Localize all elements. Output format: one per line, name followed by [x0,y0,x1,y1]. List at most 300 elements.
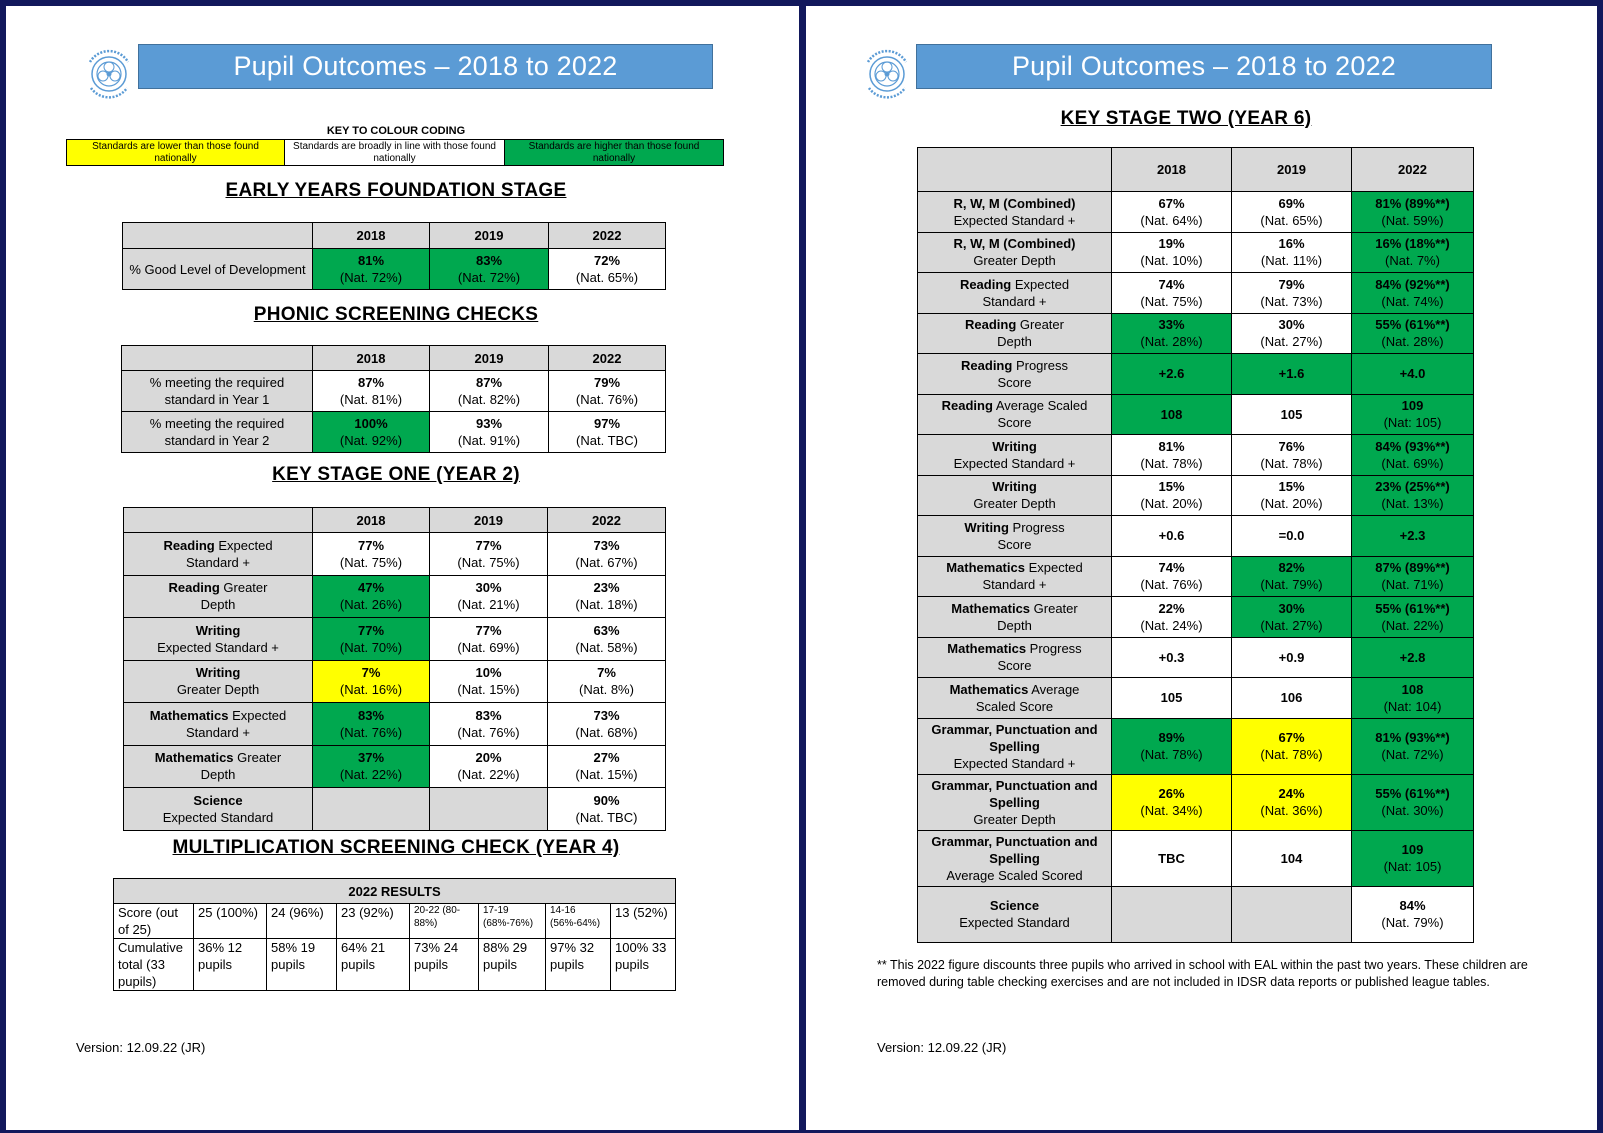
value-text: 76% [1278,438,1305,454]
value-cell [430,703,548,746]
national-text: (Nat. 13%) [1381,496,1444,512]
row-label-line [920,897,1109,914]
national-text: (Nat. 22%) [339,767,403,783]
value-cell [430,660,548,703]
row-label-bold: R, W, M (Combined) [953,195,1076,211]
value-cell [1112,556,1232,597]
mtc-score: 14-16 (56%-64%) [546,904,611,939]
value-cell [1352,556,1474,597]
value-text: 30% [475,580,502,596]
value-text: 37% [357,750,385,766]
row-label-line [920,600,1109,617]
row-label [124,618,313,661]
national-text: (Nat. 22%) [1381,617,1444,633]
value-cell [1112,516,1232,557]
row-label-line [126,749,310,766]
value-text: 72% [593,253,621,268]
year-header: 2022 [549,223,666,249]
row-label-bold: Mathematics [154,750,234,766]
mtc-score: 24 (96%) [267,904,337,939]
table-row [918,475,1474,516]
row-label-bold: Grammar, Punctuation and Spelling [931,721,1098,754]
row-label-sub: Score [997,658,1032,674]
value-cell [1232,273,1352,314]
national-text: (Nat. 70%) [339,639,403,655]
value-cell [1352,718,1474,774]
row-label-rest: Greater [1016,317,1064,333]
row-label [918,354,1112,395]
row-label-sub: Score [997,374,1032,390]
value-text: 87% [357,375,385,390]
value-text: =0.0 [1278,528,1305,544]
value-text: 87% [475,375,503,390]
row-label-sub: Standard + [186,724,250,740]
national-text: (Nat. 78%) [1260,455,1323,471]
value-text: 105 [1160,690,1183,706]
value-text: 84% (92%**) [1375,276,1450,292]
value-text: 30% [1278,317,1305,333]
value-cell [1352,354,1474,395]
row-label-bold: Mathematics [946,560,1025,576]
table-row [122,412,666,453]
key-in-line: Standards are broadly in line with those found nationally [285,140,505,166]
value-text: 55% (61%**) [1375,317,1450,333]
row-label-line [920,478,1109,495]
national-text: (Nat. 76%) [1140,577,1203,593]
value-cell [1352,597,1474,638]
value-cell [1112,678,1232,719]
row-label [124,703,313,746]
value-text: 22% [1158,600,1185,616]
national-text: (Nat. 78%) [1140,455,1203,471]
national-text: (Nat. 28%) [1140,334,1203,350]
row-label-rest: Expected [1011,276,1070,292]
national-text: (Nat: 105) [1383,859,1442,874]
row-label [124,788,313,831]
value-text: 77% [357,622,385,638]
value-cell [1112,192,1232,233]
value-cell [1232,516,1352,557]
national-text: (Nat. 7%) [1385,253,1440,269]
row-label [124,745,313,788]
value-text: +2.6 [1158,366,1185,382]
row-label-line [920,681,1109,698]
table-row [918,354,1474,395]
value-text: +0.3 [1158,649,1185,665]
value-cell [1112,232,1232,273]
national-text: (Nat. 91%) [457,433,521,448]
row-label-bold: Writing [195,665,241,681]
row-label-sub: Depth [997,617,1032,633]
table-row [122,371,666,412]
value-cell [1352,516,1474,557]
header-blank-cell [918,148,1112,192]
row-label-rest: Progress [1008,519,1065,535]
row-label [918,394,1112,435]
row-label-line [920,640,1109,657]
year-header: 2019 [430,223,549,249]
row-label-sub: Greater Depth [973,496,1056,512]
value-text: 19% [1158,236,1185,252]
table-row [918,597,1474,638]
value-cell [1352,232,1474,273]
row-label-text: % meeting the required standard in Year 1 [149,375,285,407]
national-text: (Nat. 79%) [1381,915,1444,930]
national-text: (Nat. 75%) [1140,293,1203,309]
row-label-bold: Writing [195,622,241,638]
mtc-score: 23 (92%) [337,904,410,939]
mtc-cumulative: 97% 32 pupils [546,939,611,991]
value-text: 89% [1158,730,1185,745]
value-cell [549,371,666,412]
row-label-sub: Expected Standard [162,809,274,825]
eyfs-table [122,222,666,290]
national-text: (Nat. 24%) [1140,617,1203,633]
row-label-bold: Reading [163,537,215,553]
row-label-sub: Depth [200,767,236,783]
row-label [124,660,313,703]
national-text: (Nat. 64%) [1140,212,1203,228]
row-label-sub: Greater Depth [973,253,1056,269]
value-cell [548,575,666,618]
eyfs-heading: EARLY YEARS FOUNDATION STAGE [225,180,567,201]
national-text: (Nat. 26%) [339,597,403,613]
value-text: 90% [593,792,620,808]
value-text: 77% [475,622,502,638]
value-cell [430,788,548,831]
year-header: 2018 [313,346,430,371]
national-text: (Nat. 82%) [457,392,521,407]
table-row [918,830,1474,886]
school-logo-icon [862,44,912,100]
value-text: 67% [1278,730,1305,745]
mtc-cumulative: 58% 19 pupils [267,939,337,991]
value-cell [1352,475,1474,516]
value-cell [1352,774,1474,830]
value-cell [1352,678,1474,719]
row-label [122,371,313,412]
row-label-sub: Depth [200,597,236,613]
value-cell [548,618,666,661]
national-text: (Nat. 72%) [339,270,403,285]
table-row [918,232,1474,273]
value-text: +1.6 [1278,366,1305,382]
national-text: (Nat. 67%) [575,554,638,570]
national-text: (Nat. 74%) [1381,293,1444,309]
page-title-banner: Pupil Outcomes – 2018 to 2022 [916,44,1492,89]
value-cell [430,575,548,618]
value-cell [430,249,549,290]
value-text: 104 [1280,850,1303,866]
national-text: (Nat: 104) [1383,698,1442,714]
row-label-sub: Expected Standard [959,915,1070,930]
national-text: (Nat. 34%) [1140,803,1203,818]
value-cell [548,660,666,703]
value-cell [313,703,430,746]
table-row [918,516,1474,557]
value-cell [430,412,549,453]
value-cell [1112,475,1232,516]
value-cell [1352,273,1474,314]
row-label-line [126,792,310,809]
value-text: +0.6 [1158,528,1185,544]
row-label-line [920,438,1109,455]
mtc-table [113,878,676,991]
row-label-rest: Expected [228,707,287,723]
mtc-score: 13 (52%) [611,904,676,939]
mtc-score: 17-19 (68%-76%) [479,904,546,939]
row-label [918,886,1112,942]
row-label [123,249,313,290]
value-text: 83% [357,707,385,723]
mtc-cumulative: 88% 29 pupils [479,939,546,991]
row-label [918,597,1112,638]
national-text: (Nat. 11%) [1260,253,1323,269]
national-text: (Nat. TBC) [576,433,638,448]
row-label-rest: Expected [214,537,273,553]
value-text: 69% [1278,195,1305,211]
value-cell [430,618,548,661]
national-text: (Nat. 59%) [1381,212,1444,228]
table-row [123,249,666,290]
value-text: 83% [475,253,503,268]
value-cell [1232,475,1352,516]
value-cell [313,660,430,703]
phonics-heading: PHONIC SCREENING CHECKS [253,304,539,325]
value-cell [1232,718,1352,774]
year-header: 2022 [1352,148,1474,192]
ks2-heading: KEY STAGE TWO (YEAR 6) [1060,108,1312,129]
phonics-table [121,345,666,453]
table-row [918,192,1474,233]
value-cell [1352,313,1474,354]
table-row [918,394,1474,435]
value-text: TBC [1158,850,1185,866]
row-label-line [920,721,1109,755]
value-cell [1232,597,1352,638]
row-label-bold: Mathematics [947,641,1027,657]
value-cell [313,371,430,412]
value-cell [313,788,430,831]
row-label-line [920,357,1109,374]
row-label [918,313,1112,354]
value-cell [1112,718,1232,774]
value-cell [548,788,666,831]
value-text: 7% [361,665,381,681]
row-label-bold: Reading [961,357,1013,373]
table-row [918,718,1474,774]
value-text: 23% (25%**) [1375,479,1450,495]
row-label-bold: R, W, M (Combined) [953,236,1076,252]
header-blank-cell [122,346,313,371]
row-label [122,412,313,453]
mtc-cumulative: 64% 21 pupils [337,939,410,991]
row-label [124,533,313,576]
national-text: (Nat. 8%) [579,682,634,698]
national-text: (Nat. 18%) [575,597,638,613]
row-label-bold: Grammar, Punctuation and Spelling [931,777,1098,810]
value-text: +0.9 [1278,649,1305,665]
national-text: (Nat. 30%) [1381,803,1444,818]
row-label-bold: Writing [992,438,1037,454]
mtc-cumulative: 36% 12 pupils [194,939,267,991]
row-label-sub: Greater Depth [176,682,260,698]
row-label-rest: Greater [233,750,282,766]
row-label [918,273,1112,314]
value-text: 20% [475,750,502,766]
value-text: 109 [1401,842,1424,857]
national-text: (Nat. 72%) [1381,747,1444,762]
national-text: (Nat. 76%) [457,724,520,740]
value-text: 24% [1278,786,1305,801]
table-row [124,788,666,831]
value-cell [548,703,666,746]
page-right [806,6,1597,1130]
row-label-line [920,397,1109,414]
value-text: 27% [593,750,620,766]
value-cell [1112,394,1232,435]
value-text: +2.3 [1399,528,1426,544]
row-label-rest: Greater [219,580,268,596]
table-row [124,575,666,618]
value-cell [313,745,430,788]
row-label-sub: Greater Depth [973,811,1056,827]
value-text: 83% [475,707,502,723]
row-label-sub: Average Scaled Scored [946,867,1083,883]
row-label-line [126,707,310,724]
row-label-sub: Standard + [186,554,250,570]
national-text: (Nat. 21%) [457,597,520,613]
national-text: (Nat. 69%) [1381,455,1444,471]
row-label-text: % meeting the required standard in Year 2 [149,416,285,448]
row-label-line [920,519,1109,536]
table-row [918,435,1474,476]
value-text: 108 [1401,681,1424,697]
row-label [918,718,1112,774]
value-text: 33% [1158,317,1185,333]
national-text: (Nat. 15%) [457,682,520,698]
row-label-line [920,559,1109,576]
value-text: 55% (61%**) [1375,786,1450,801]
row-label-sub: Standard + [982,577,1047,593]
value-cell [430,745,548,788]
mtc-results-title: 2022 RESULTS [114,879,676,904]
value-cell [548,745,666,788]
year-header: 2022 [548,508,666,533]
value-cell [1352,192,1474,233]
row-label-line [126,537,310,554]
national-text: (Nat. 76%) [339,724,403,740]
value-cell [1112,774,1232,830]
page-title-banner: Pupil Outcomes – 2018 to 2022 [138,44,713,89]
value-cell [313,249,430,290]
value-cell [1232,886,1352,942]
value-cell [1232,394,1352,435]
value-text: 108 [1160,406,1183,422]
value-cell [1112,597,1232,638]
key-higher: Standards are higher than those found nationally [505,140,724,166]
version-label: Version: 12.09.22 (JR) [76,1040,206,1055]
table-row [918,556,1474,597]
row-label [918,774,1112,830]
row-label-bold: Grammar, Punctuation and Spelling [931,833,1098,866]
row-label [918,475,1112,516]
table-row [918,678,1474,719]
national-text: (Nat. 20%) [1140,496,1203,512]
value-cell [1352,886,1474,942]
row-label-sub: Expected Standard + [953,212,1076,228]
row-label-rest: Progress [1012,357,1068,373]
row-label-line [126,664,310,681]
value-text: 55% (61%**) [1375,600,1450,616]
mtc-cumulative: 73% 24 pupils [410,939,479,991]
national-text: (Nat. 75%) [339,554,403,570]
value-cell [1352,637,1474,678]
value-cell [1232,435,1352,476]
value-cell [549,412,666,453]
row-label [918,556,1112,597]
ks1-table [123,507,666,831]
value-cell [1232,678,1352,719]
national-text: (Nat. 20%) [1260,496,1323,512]
value-cell [1232,637,1352,678]
value-cell [1232,774,1352,830]
national-text: (Nat. 15%) [575,767,638,783]
value-cell [1112,830,1232,886]
row-label-sub: Expected Standard + [157,639,279,655]
row-label-line [920,316,1109,333]
header-blank-cell [124,508,313,533]
national-text: (Nat. 68%) [575,724,638,740]
national-text: (Nat. 10%) [1140,253,1203,269]
value-text: 15% [1278,479,1305,495]
row-label [918,830,1112,886]
value-cell [1232,192,1352,233]
value-text: 81% (89%**) [1375,195,1450,211]
row-label [918,516,1112,557]
year-header: 2022 [549,346,666,371]
row-label-sub: Scaled Score [975,698,1054,714]
year-header: 2019 [430,508,548,533]
value-text: 67% [1158,195,1185,211]
mtc-cumulative: 100% 33 pupils [611,939,676,991]
year-header: 2019 [1232,148,1352,192]
value-cell [1232,556,1352,597]
version-label: Version: 12.09.22 (JR) [877,1040,1007,1055]
row-label-sub: Score [997,536,1032,552]
national-text: (Nat. 79%) [1260,577,1323,593]
row-label-bold: Reading [959,276,1012,292]
row-label-bold: Mathematics [949,681,1029,697]
colour-key [66,139,724,166]
table-row [124,745,666,788]
mtc-heading: MULTIPLICATION SCREENING CHECK (YEAR 4) [172,837,620,858]
value-text: 10% [475,665,502,681]
row-label-sub: Score [997,415,1032,431]
year-header: 2018 [313,508,430,533]
national-text: (Nat. 22%) [457,767,520,783]
value-cell [313,575,430,618]
row-label-sub: Expected Standard + [953,755,1076,771]
row-label-bold: Science [193,792,243,808]
table-row [918,273,1474,314]
row-label-bold: Reading [168,580,220,596]
value-cell [1232,313,1352,354]
row-label [124,575,313,618]
row-label-bold: Reading [965,317,1017,333]
value-cell [1352,435,1474,476]
row-label [918,678,1112,719]
